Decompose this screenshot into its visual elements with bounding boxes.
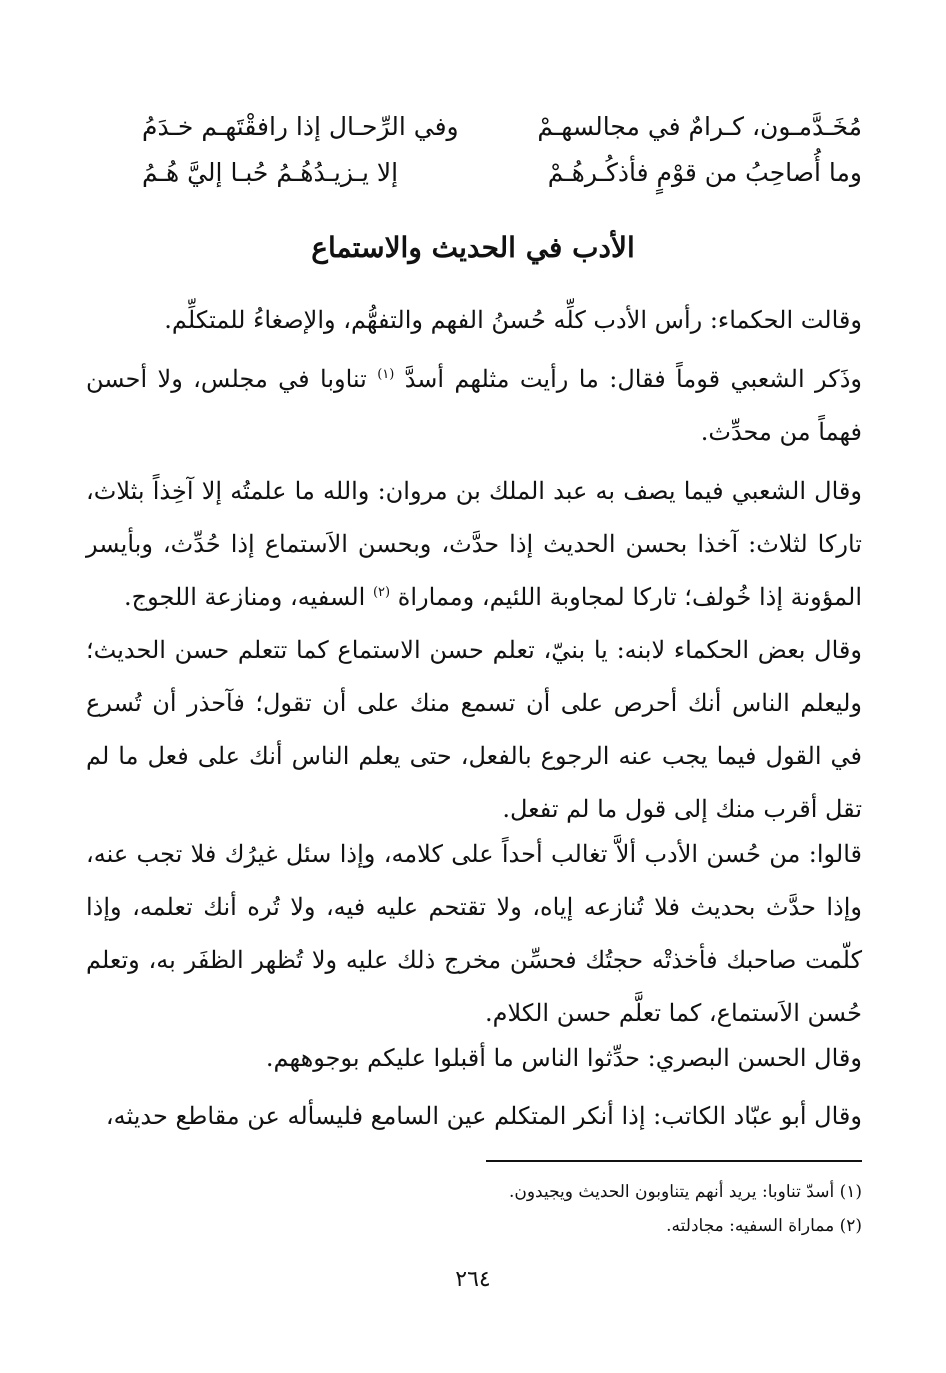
paragraph-6: وقال الحسن البصري: حدِّثوا الناس ما أقبلوا عليكم بوجوههم. (265, 1044, 862, 1072)
paragraph-3-text-b: السفيه، ومنازعة اللجوج. (123, 583, 366, 611)
paragraph-3-text-a: وقال الشعبي فيما يصف به عبد الملك بن مروان: والله ما علمتُه إلا آخِذاً بثلاث، تاركا لثلاث: آخذا بحسن الحديث إذا حدَّث، وبحسن الاَستماع إذا حُدِّث، وبأيسر المؤونة إذا خُولف؛ تاركا لمجاوبة اللئيم، ومماراة (86, 477, 862, 611)
paragraph-3 (86, 465, 862, 624)
paragraph-4: وقال بعض الحكماء لابنه: يا بنيّ، تعلم حسن الاستماع كما تتعلم حسن الحديث؛ وليعلم الناس أنك أحرص على أن تسمع منك على أن تقول؛ فآحذر أن تُسرع في القول فيما يجب عنه الرجوع بالفعل، حتى يعلم الناس أنك على فعل ما لم تقل أقرب منك إلى قول ما لم تفعل. (86, 636, 862, 823)
paragraph-2 (86, 353, 862, 459)
paragraph-1: وقالت الحكماء: رأس الأدب كلِّه حُسنُ الفهم والتفهُّم، والإصغاءُ للمتكلِّم. (164, 306, 862, 334)
paragraph-2-text-b: تناوبا في مجلس، ولا أحسن فهماً من محدِّث. (86, 365, 862, 446)
verse-2-first-hemistich: وما أُصاحِبُ من قوْمٍ فأذكُـرهُـمْ (547, 158, 862, 187)
footnote-divider (486, 1160, 862, 1162)
footnote-marker-1: (١) (377, 367, 395, 382)
footnote-marker-2: (٢) (372, 585, 391, 600)
section-heading: الأدب في الحديث والاستماع (311, 231, 635, 264)
page-number: ٢٦٤ (455, 1267, 491, 1292)
footnote-1: (١) أسدّ تناوبا: يريد أنهم يتناوبون الحديث ويجيدون. (508, 1182, 862, 1202)
verse-1-first-hemistich: مُخَـدَّمـون، كـرامٌ في مجالسهـمْ (537, 112, 862, 141)
verse-2-second-hemistich: إلا يـزيـدُهُـمُ حُبـا إليَّ هُـمُ (142, 158, 399, 187)
footnote-2: (٢) مماراة السفيه: مجادلته. (666, 1216, 862, 1236)
paragraph-5: قالوا: من حُسن الأدب ألاَّ تغالب أحداً على كلامه، وإذا سئل غيرُك فلا تجب عنه، وإذا حدَّث بحديث فلا تُنازعه إياه، ولا تقتحم عليه فيه، ولا تُره أنك تعلمه، وإذا كلّمت صاحبك فأخذتْه حجتُك فحسِّن مخرج ذلك عليه ولا تُظهر الظفَر به، وتعلم حُسن الاَستماع، كما تعلَّم حسن الكلام. (86, 840, 862, 1027)
poem-verse-1 (142, 105, 862, 149)
poem-verse-2 (142, 151, 862, 195)
paragraph-2-text-a: وذَكر الشعبي قوماً فقال: ما رأيت مثلهم أسدَّ (404, 365, 862, 393)
verse-1-second-hemistich: وفي الرِّحـال إذا رافقْتَهـم خـدَمُ (142, 112, 459, 141)
paragraph-7: وقال أبو عبّاد الكاتب: إذا أنكر المتكلم عين السامع فليسأله عن مقاطع حديثه، (105, 1102, 862, 1130)
